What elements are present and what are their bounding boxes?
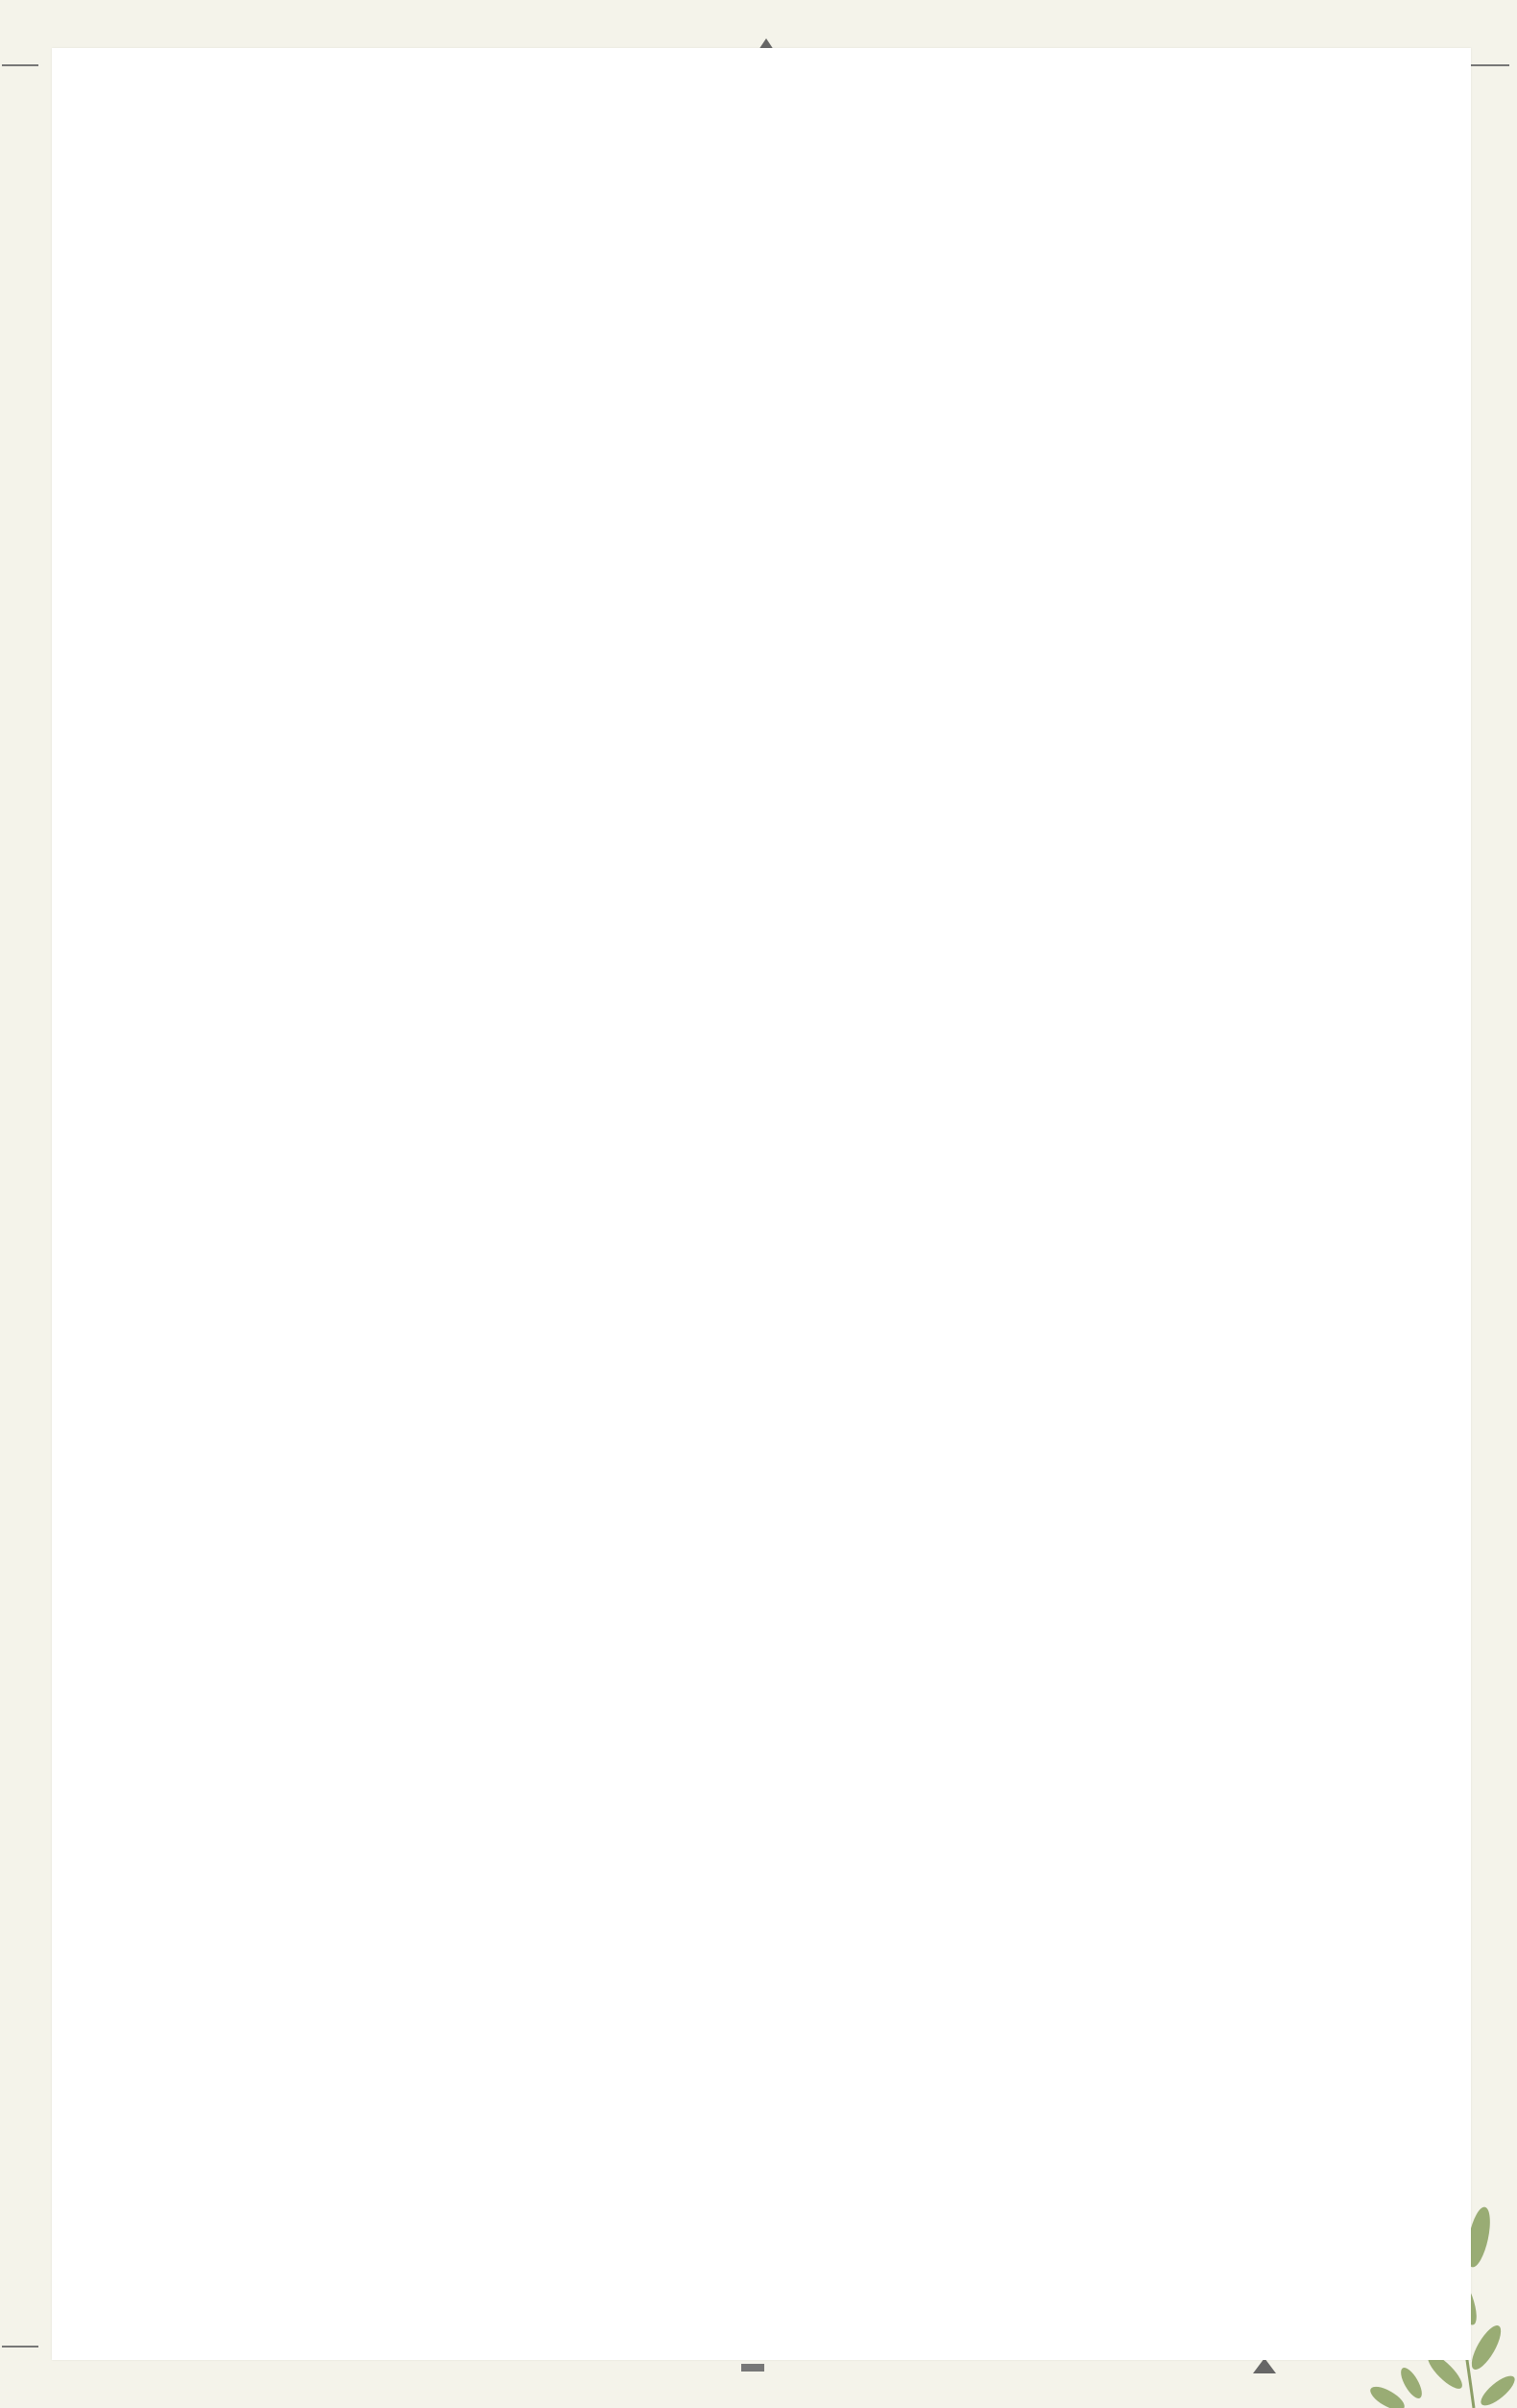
bottom-triangle-icon [1253, 2358, 1276, 2373]
bottom-bar-mark [741, 2364, 764, 2372]
paper-sheet [52, 48, 1471, 2360]
